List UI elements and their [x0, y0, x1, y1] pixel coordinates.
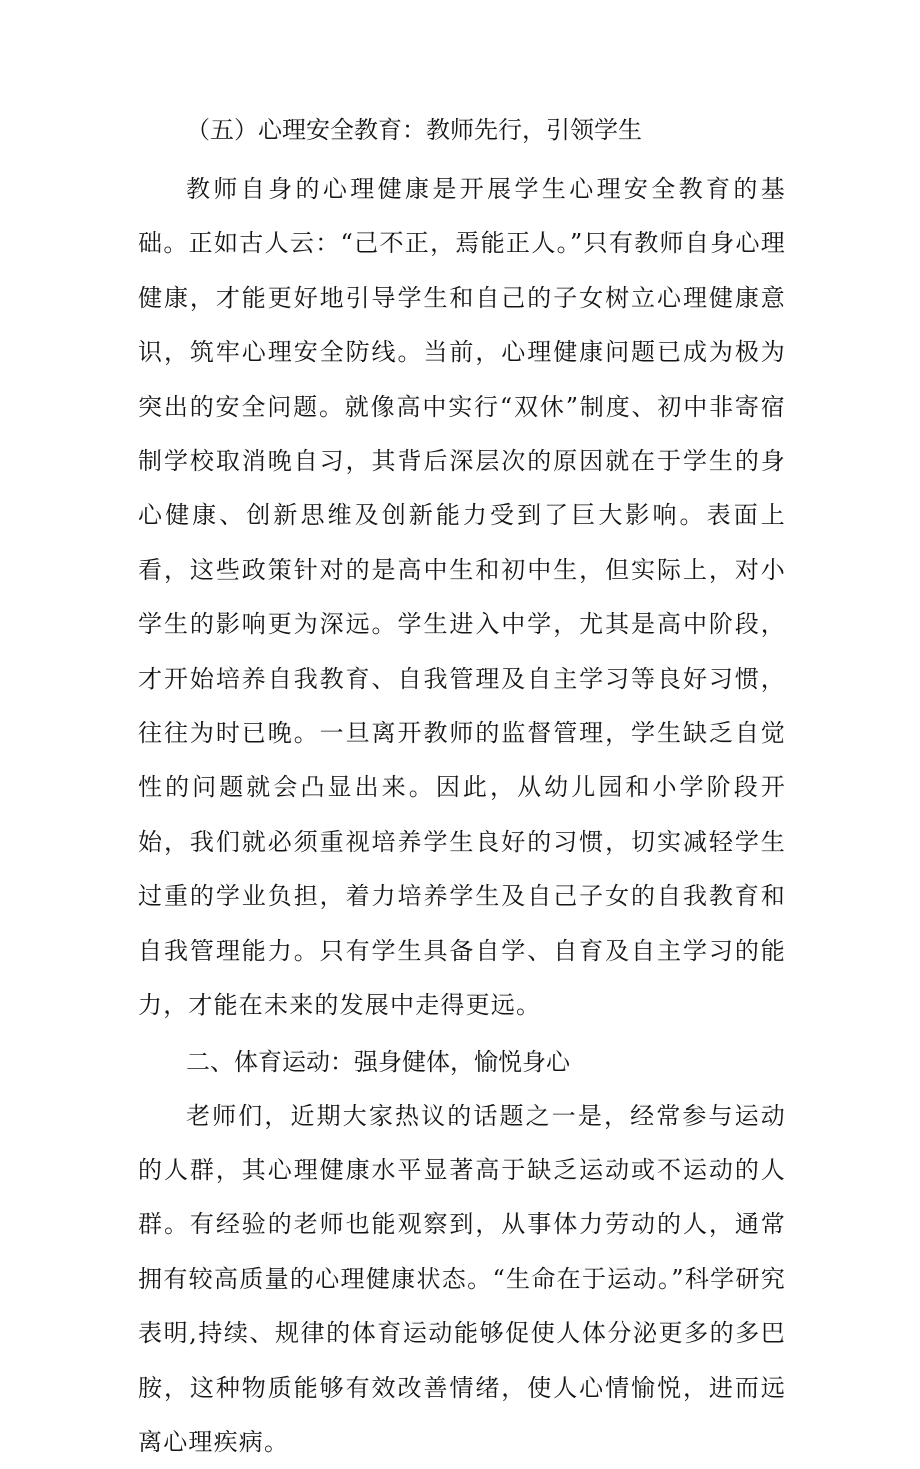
document-body: [138, 108, 786, 1469]
section-heading-physical-exercise: 二、体育运动：强身健体，愉悦身心: [138, 1035, 786, 1089]
paragraph-teacher-mental-health: 教师自身的心理健康是开展学生心理安全教育的基础。正如古人云：“己不正，焉能正人。”只有教师自身心理健康，才能更好地引导学生和自己的子女树立心理健康意识，筑牢心理安全防线。当前，心理健康问题已成为极为突出的安全问题。就像高中实行“双休”制度、初中非寄宿制学校取消晚自习，其背后深层次的原因就在于学生的身心健康、创新思维及创新能力受到了巨大影响。表面上看，这些政策针对的是高中生和初中生，但实际上，对小学生的影响更为深远。学生进入中学，尤其是高中阶段，才开始培养自我教育、自我管理及自主学习等良好习惯，往往为时已晚。一旦离开教师的监督管理，学生缺乏自觉性的问题就会凸显出来。因此，从幼儿园和小学阶段开始，我们就必须重视培养学生良好的习惯，切实减轻学生过重的学业负担，着力培养学生及自己子女的自我教育和自我管理能力。只有学生具备自学、自育及自主学习的能力，才能在未来的发展中走得更远。: [138, 162, 786, 1033]
paragraph-exercise-benefits: 老师们，近期大家热议的话题之一是，经常参与运动的人群，其心理健康水平显著高于缺乏运动或不运动的人群。有经验的老师也能观察到，从事体力劳动的人，通常拥有较高质量的心理健康状态。“生命在于运动。”科学研究表明,持续、规律的体育运动能够促使人体分泌更多的多巴胺，这种物质能够有效改善情绪，使人心情愉悦，进而远离心理疾病。: [138, 1089, 786, 1469]
section-heading-mental-safety: （五）心理安全教育：教师先行，引领学生: [138, 108, 786, 162]
